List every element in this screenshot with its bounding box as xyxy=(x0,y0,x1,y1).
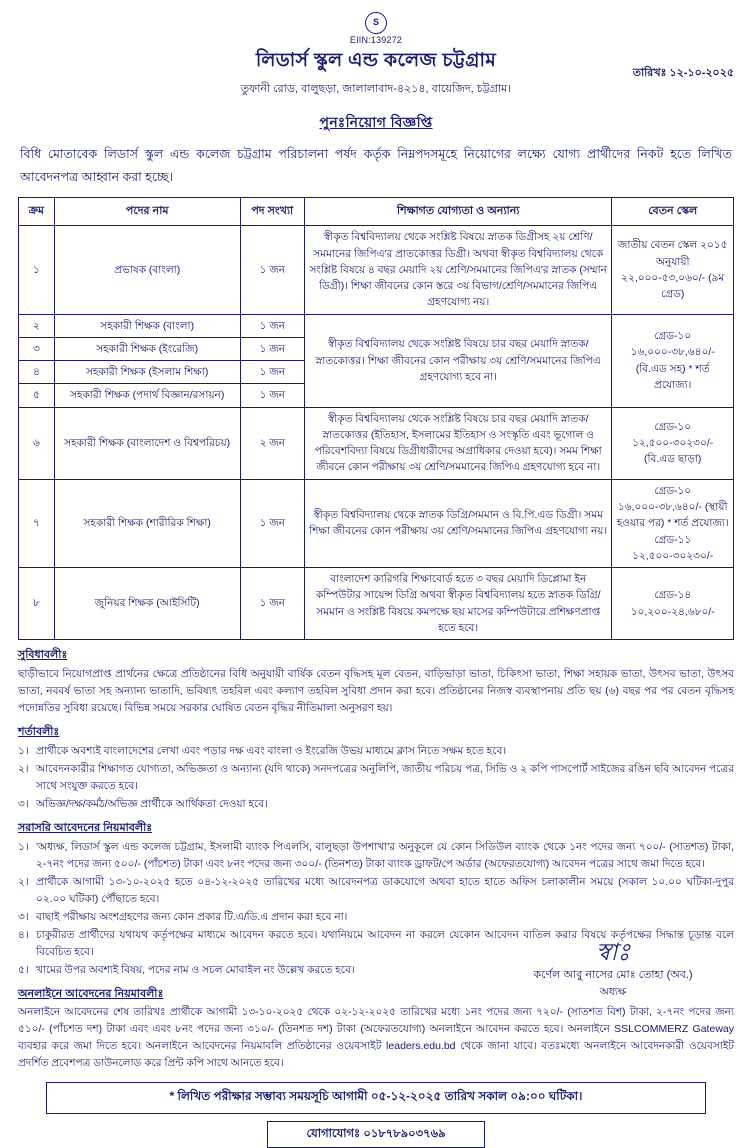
contact-box: যোগাযোগঃ ০১৮৭৮৯০৩৭৬৯ xyxy=(267,1121,485,1148)
list-item xyxy=(18,796,734,813)
list-item xyxy=(18,761,734,795)
cell-serial: ৪ xyxy=(19,361,55,384)
document-header xyxy=(18,12,734,99)
table-row xyxy=(19,314,734,337)
cell-post: সহকারী শিক্ষক (শারীরিক শিক্ষা) xyxy=(54,479,240,567)
cell-qualification: স্বীকৃত বিশ্ববিদ্যালয় থেকে সংশ্লিষ্ট বিষয়ে স্নাতক ডিগ্রীসহ ২য় শ্রেণি/সমমানের জিপিএ'র প্রাতকোত্তর ডিগ্রী। অথবা স্বীকৃত বিশ্ববিদ্যালয় থেকে সংশ্লিষ্ট বিষয়ে ৪ বছর মেয়াদি ২য় শ্রেণি/সমমানের জিপিএ'র স্নাতক (সম্মান ডিগ্রী)। শিক্ষা জীবনের কোন স্তরে ৩য় বিভাগ/শ্রেণি/সমমানের জিপিএ গ্রহণযোগ্য নয়। xyxy=(304,226,611,314)
th-post: পদের নাম xyxy=(54,198,240,226)
section-benefits xyxy=(18,647,734,717)
cell-serial: ৮ xyxy=(19,568,55,640)
list-item xyxy=(18,874,734,908)
cell-payscale: গ্রেড-১০ ১৬,০০০-৩৮,৬৪০/- (স্থায়ী হওয়ার পর) * শর্ত প্রযোজ্য। গ্রেড-১১ ১২,৫০০-৩০২৩০/- xyxy=(612,479,734,567)
list-item xyxy=(18,743,734,760)
list-marker: ২। xyxy=(18,875,29,888)
cell-serial: ৫ xyxy=(19,384,55,407)
list-marker: ৫। xyxy=(18,963,29,976)
cell-qualification: স্বীকৃত বিশ্ববিদ্যালয় থেকে স্নাতক ডিগ্রি/সমমান ও বি.পি.এড ডিগ্রী। সমম শিক্ষা জীবনের কোন পরীক্ষায় ৩য় শ্রেণি/সমমানের জিপিএ গ্রহণযোগ্য নয়। xyxy=(304,479,611,567)
cell-payscale: গ্রেড-১৪ ১০,২০০-২৪,৬৮০/- xyxy=(612,568,734,640)
cell-serial: ২ xyxy=(19,314,55,337)
section-benefits-text: ছাড়ীভাবে নিয়োগপ্রাপ্ত প্রার্থনের ক্ষেত্রে প্রতিষ্ঠানের বিধি অনুযায়ী বার্ষিক বেতন বৃদ্ধিসহ মূল বেতন, বাড়িভাড়া ভাতা, চিকিৎসা ভাতা, শিক্ষা সহায়ক ভাতা, উৎসব ভাতা, উৎসব ভাতা, নববর্ষ ভাতা সহ অন্যান্য ভাতাদি, ভবিষ্যৎ তহবিল এবং কল্যাণ তহবিল সুবিধা প্রদান করা হবে। প্রতিষ্ঠানের নিজস্ব ব্যবস্থাপনায় প্রতি ছয় (৬) বছর পর পর বেতন বৃদ্ধিসহ পদোন্নতির সুবিধা রয়েছে। বিভিন্ন সময়ে সরকার ঘোষিত বেতন বৃদ্ধির নীতিমালা অনুসরণ হয়। xyxy=(18,667,734,714)
list-text: আবেদনকারীর শিক্ষাগত যোগ্যতা, অভিজ্ঞতা ও অন্যান্য (যদি থাকে) সনদপত্রের অনুলিপি, জাতীয় পরিচয় পত্র, সিভি ও ২ কপি পাসপোর্ট সাইজের রঙিন ছবি আবেদন পত্রের সাথে সংযুক্ত করতে হবে। xyxy=(36,762,734,792)
list-text: প্রার্থীকে আগামী ১৩-১০-২০২৫ হতে ০৪-১২-২০২৫ তারিখের মধ্যে আবেদনপত্র ডাকযোগে অথবা হাতে হাতে অফিস চলাকালীন সময়ে (সকাল ১০.০০ ঘটিকা-দুপুর ০২.০০ ঘটিকা) পৌঁছাতে হবে। xyxy=(36,875,734,905)
school-name: লিডার্স স্কুল এন্ড কলেজ চট্টগ্রাম xyxy=(255,50,497,71)
list-marker: ৩। xyxy=(18,797,29,810)
list-marker: ২। xyxy=(18,762,29,775)
list-marker: ৪। xyxy=(18,928,29,941)
list-marker: ১। xyxy=(18,840,29,853)
section-benefits-heading: সুবিধাবলীঃ xyxy=(18,649,68,662)
table-row xyxy=(19,479,734,567)
intro-paragraph: বিধি মোতাবেক লিডার্স স্কুল এন্ড কলেজ চট্টগ্রাম পরিচালনা পর্ষদ কর্তৃক নিম্নপদসমূহে নিয়োগের লক্ষ্যে যোগ্য প্রার্থীদের নিকট হতে লিখিত আবেদনপত্র আহ্বান করা হচ্ছে। xyxy=(20,147,732,185)
cell-serial: ১ xyxy=(19,226,55,314)
cell-count: ১ জন xyxy=(240,568,304,640)
list-text: 'অধ্যক্ষ, লিডার্স স্কুল এন্ড কলেজ চট্টগ্রাম, ইসলামী ব্যাংক পিএলসি, বালুছড়া উপশাখা'র অনুকূলে যে কোন সিডিউল ব্যাংক থেকে ১নং পদের জন্য ৭০০/- (সাতশত) টাকা, ২-৭নং পদের জন্য ৫০০/- (পাঁচশত) টাকা এবং ৮নং পদের জন্য ৩০০/- (তিনশত) টাকা ব্যাংক ড্রাফট/পে অর্ডার (অফেরতযোগ্য) আবেদন পত্রের সাথে জমা দিতে হবে। xyxy=(36,840,734,870)
cell-post: সহকারী শিক্ষক (বাংলাদেশ ও বিশ্বপরিচয়) xyxy=(54,407,240,479)
cell-qualification: স্বীকৃত বিশ্ববিদ্যালয় থেকে সংশ্লিষ্ট বিষয়ে চার বছর মেয়াদি স্নাতক/স্নাতকোত্তর। শিক্ষা জীবনের কোন পরীক্ষায় ৩য় শ্রেণি/সমমানের জিপিএ গ্রহণযোগ্য হবে না। xyxy=(304,314,611,407)
cell-serial: ৭ xyxy=(19,479,55,567)
cell-count: ১ জন xyxy=(240,337,304,360)
school-logo: S xyxy=(365,12,387,34)
cell-post: সহকারী শিক্ষক (বাংলা) xyxy=(54,314,240,337)
table-row xyxy=(19,407,734,479)
signature-block xyxy=(498,940,728,1002)
notice-title: পুনঃনিয়োগ বিজ্ঞপ্তি xyxy=(319,114,433,130)
table-row xyxy=(19,568,734,640)
cell-count: ২ জন xyxy=(240,407,304,479)
table-row xyxy=(19,226,734,314)
cell-payscale: গ্রেড-১০ ১২,৫০০-৩০২৩০/- (বি.এড ছাড়া) xyxy=(612,407,734,479)
list-marker: ৩। xyxy=(18,910,29,923)
th-payscale: বেতন স্কেল xyxy=(612,198,734,226)
cell-qualification: স্বীকৃত বিশ্ববিদ্যালয় থেকে সংশ্লিষ্ট বিষয়ে চার বছর মেয়াদি স্নাতক/স্নাতকোত্তর (ইতিহাস, ইসলামের ইতিহাস ও সংস্কৃতি এবং ভূগোল ও পরিবেশবিদ্যা বিষয়ে ডিগ্রীধারীদের অগ্রাধিকার দেওয়া হবে)। সমম শিক্ষা জীবনে কোন পরীক্ষায় ৩য় শ্রেণি/সমমানের জিপিএ গ্রহণযোগ্য হবে না। xyxy=(304,407,611,479)
th-serial: ক্রম xyxy=(19,198,55,226)
cell-count: ১ জন xyxy=(240,314,304,337)
cell-post: সহকারী শিক্ষক (পদার্থ বিজ্ঞান/রসায়ন) xyxy=(54,384,240,407)
list-marker: ১। xyxy=(18,744,29,757)
list-text: খামের উপর অবশ্যই বিষয়, পদের নাম ও সচল মোবাইল নং উল্লেখ করতে হবে। xyxy=(36,963,355,976)
cell-post: সহকারী শিক্ষক (ইসলাম শিক্ষা) xyxy=(54,361,240,384)
cell-serial: ৩ xyxy=(19,337,55,360)
section-online-apply-text: অনলাইনে আবেদনের শেষ তারিখঃ প্রার্থীকে আগামী ১৩-১০-২০২৫ থেকে ০২-১২-২০২৫ তারিখের মধ্যে ১নং পদের জন্য ৭২০/- (সাতশত বিশ) টাকা, ২-৭নং পদের জন্য ৫১০/- (পাঁচশত দশ) টাকা এবং এবং ৮নং পদের জন্য ৩১০/- (তিনশত দশ) টাকা (অফেরতযোগ্য) অনলাইনে আবেদন করতে হবে। অনলাইনে SSLCOMMERZ Gateway ব্যবহার করে জমা দিতে হবে। অনলাইনে আবেদনের নিয়মাবলি প্রতিষ্ঠানের ওয়েবসাইট leaders.edu.bd থেকে জানা যাবে। বতঃমধ্যে অনলাইনে আবেদনকারী ওয়েবসাইট প্রদর্শিত প্রবেশপত্র ডাউনলোড করে প্রিন্ট কপি সাথে আনতে হবে। xyxy=(18,1006,734,1070)
signatory-designation: অধ্যক্ষ xyxy=(599,986,627,998)
list-text: অভিজ্ঞ/দক্ষ/কর্মঠ/অভিজ্ঞ প্রার্থীকে আর্থিকতা দেওয়া হবে। xyxy=(36,797,268,810)
th-count: পদ সংখ্যা xyxy=(240,198,304,226)
cell-payscale: জাতীয় বেতন স্কেল ২০১৫ অনুযায়ী ২২,০০০-৫৩,০৬০/- (৯ম গ্রেড) xyxy=(612,226,734,314)
section-direct-apply-heading: সরাসরি আবেদনের নিয়মাবলীঃ xyxy=(18,821,153,834)
school-address: তুফানী রোড, বালুছড়া, জালালাবাদ-৪২১৪, বায়েজিদ, চট্টগ্রাম। xyxy=(240,83,512,95)
list-text: চাকুরীরত প্রার্থীদের যথাযথ কর্তৃপক্ষের মাধ্যমে আবেদন করতে হবে। যথানিয়মে আবেদন না করলে যেকোন আবেদন বাতিল করার বিষয়ে কর্তৃপক্ষের সিদ্ধান্ত চূড়ান্ত বলে বিবেচিত হবে। xyxy=(36,928,734,958)
cell-post: সহকারী শিক্ষক (ইংরেজি) xyxy=(54,337,240,360)
list-item xyxy=(18,909,734,926)
cell-serial: ৬ xyxy=(19,407,55,479)
section-conditions xyxy=(18,724,734,813)
cell-count: ১ জন xyxy=(240,226,304,314)
section-conditions-heading: শর্তাবলীঃ xyxy=(18,725,60,738)
job-posts-table xyxy=(18,197,734,640)
cell-post: জুনিয়র শিক্ষক (আইসিটি) xyxy=(54,568,240,640)
table-header-row xyxy=(19,198,734,226)
section-online-apply-heading: অনলাইনে আবেদনের নিয়মাবলীঃ xyxy=(18,987,164,1000)
signatory-name: কর্ণেল আবু নাসের মোঃ তোহা (অব.) xyxy=(533,969,693,981)
notice-date: তারিখঃ ১২-১০-২০২৫ xyxy=(632,67,734,79)
list-text: বাছাই পরীক্ষায় অংশগ্রহণের জন্য কোন প্রকার টি.এ/ডি.এ প্রদান করা হবে না। xyxy=(36,910,348,923)
cell-payscale: গ্রেড-১০ ১৬,০০০-৩৮,৬৪০/- (বি.এড সহ) * শর্ত প্রযোজ্য। xyxy=(612,314,734,407)
th-quals: শিক্ষাগত যোগ্যতা ও অন্যান্য xyxy=(304,198,611,226)
exam-schedule-box: * লিখিত পরীক্ষার সম্ভাব্য সময়সূচি আগামী ০৫-১২-২০২৫ তারিখ সকাল ০৯:০০ ঘটিকা। xyxy=(46,1082,706,1114)
cell-count: ১ জন xyxy=(240,479,304,567)
list-item xyxy=(18,839,734,873)
list-text: প্রার্থীকে অবশ্যই বাংলাদেশের লেখা এবং পড়ার দক্ষ এবং বাংলা ও ইংরেজি উভয় মাধ্যমে ক্লাস নিতে সক্ষম হতে হবে। xyxy=(36,744,507,757)
eiin-number: EIIN:139272 xyxy=(349,35,403,45)
cell-count: ১ জন xyxy=(240,361,304,384)
cell-count: ১ জন xyxy=(240,384,304,407)
cell-post: প্রভাষক (বাংলা) xyxy=(54,226,240,314)
cell-qualification: বাংলাদেশ কারিগরি শিক্ষাবোর্ড হতে ৩ বছর মেয়াদি ডিপ্লোমা ইন কম্পিউটার সায়েন্স ডিগ্রি অথবা স্বীকৃত বিশ্ববিদ্যালয় হতে স্নাতক ডিগ্রি/সমমান ও সংশ্লিষ্ট বিষয়ে কমপক্ষে ছয় মাসের কম্পিউটারে প্রশিক্ষণপ্রাপ্ত হতে হবে। xyxy=(304,568,611,640)
signature-mark: স্বাঃ xyxy=(595,938,631,966)
